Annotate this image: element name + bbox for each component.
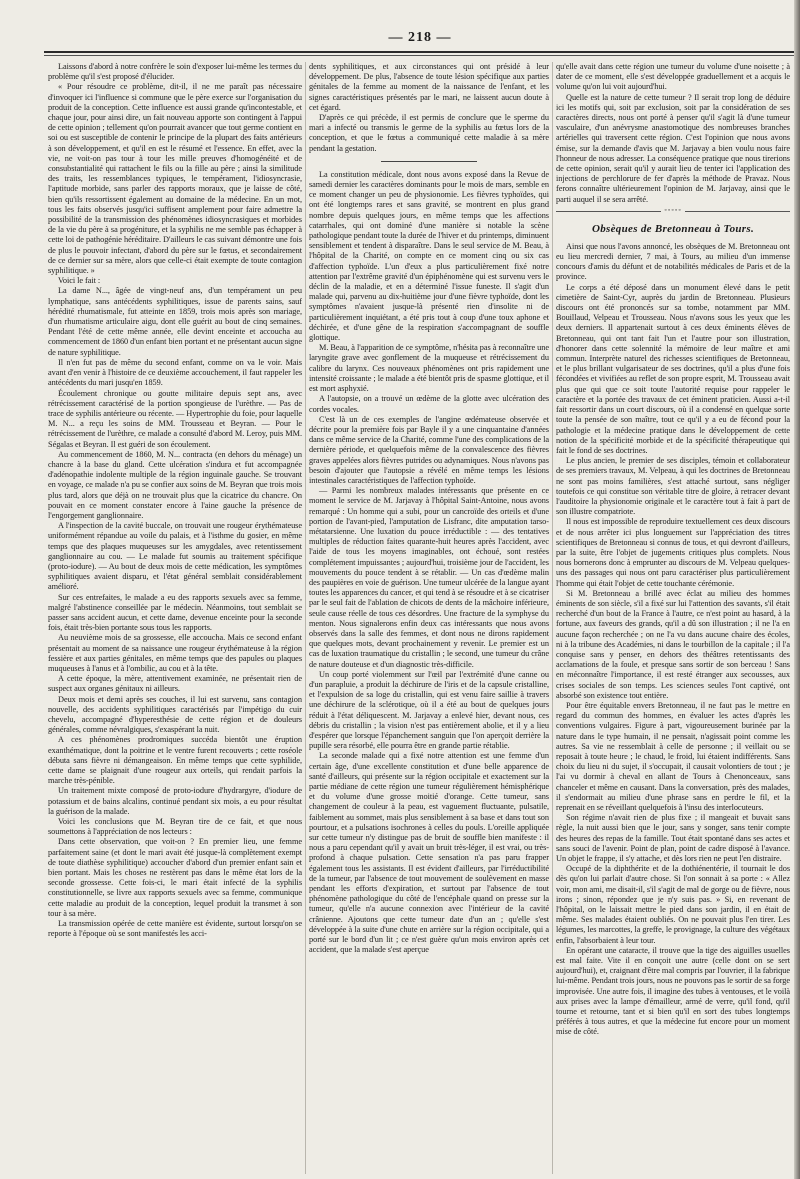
paragraph: Deux mois et demi après ses couches, il lui est survenu, sans contagion nouvelle, des accidents syphilitiques caractérisés par l'impétigo du cuir chevelu, accompagné d'hyperesthésie de cette région et de douleurs générales, comme névralgiques, s'exaspérant la nuit. (48, 694, 302, 735)
paragraph: Laissons d'abord à notre confrère le soin d'exposer lui-même les termes du problème qu'il s'est proposé d'élucider. (48, 62, 302, 82)
paragraph: C'est là un de ces exemples de l'angine œdémateuse observée et décrite pour la première fois par Bayle il y a une cinquantaine d'années dans ce même service de la Charité, comme l'une des complications de la dernière période, et quelquefois même de la convalescence des fièvres graves appelées alors fièvres putrides ou adynamiques. Nous n'avons pas besoin d'ajouter que l'autopsie a révélé en même temps les lésions intestinales caractéristiques de l'affection typhoïde. (309, 414, 549, 485)
paragraph: — Parmi les nombreux malades intéressants que présente en ce moment le service de M. Jarjavay à l'hôpital Saint-Antoine, nous avons remarqué : Un homme qui a subi, pour un cancroïde des orteils et d'une portion de l'avant-pied, l'amputation de Lisfranc, dite amputation tarso-métatarsienne. Une luxation du pouce irréductible : — des tentatives multiples de réduction faites quarante-huit heures après l'accident, avec l'aide de tous les moyens imaginables, ont échoué, sont restées complétement impuissantes ; aujourd'hui, troisième jour de l'accident, les mouvements du pouce tendent à se rétablir. — Un cas d'œdème malin des paupières en voie de guérison. Une tumeur ulcérée de la langue ayant toutes les apparences du cancer, et qui tend à se résoudre et à se cicatriser par le seul fait de l'ablation de chicots de dents de la mâchoire inférieure, seule cause réelle de tous ces désordres. Une fracture de la symphyse du menton. Nous signalerons enfin deux cas intéressants que nous avons observés dans la salle des femmes, et dont nous ne dirons rapidement que quelques mots, devant prochainement y revenir. Le premier est un cas de luxation traumatique du cristallin ; le second, une tumeur du crâne de nature douteuse et d'un diagnostic très-difficile. (309, 486, 549, 669)
paragraph: Occupé de la diphthérite et de la dothiénentérie, il tournait le dos dès qu'on lui parlait d'autre chose. Si l'on sonnait à sa porte : « Allez voir, mon ami, me disait-il, s'il s'agit de mal de gorge ou de fièvre, nous irons ; sinon, répondez que je n'y suis pas. » Si, en revenant de l'hôpital, on le laissait mettre le pied dans son jardin, il en était de même. Ses malades étaient oubliés. On ne pouvait plus l'en tirer. Les légumes, les marcottes, la greffe, le provignage, la culture des végétaux enfin, l'absorbaient à leur tour. (556, 864, 790, 945)
column-1 (48, 62, 302, 1174)
paragraph: Voici le fait : (58, 276, 101, 286)
paragraph: La dame N..., âgée de vingt-neuf ans, d'un tempérament un peu lymphatique, sans antécédents syphilitiques, issue de parents sains, sauf hérédité rhumatismale, fut atteinte en 1859, trois mois après son mariage, d'un rhumatisme articulaire aigu, dont elle guérit au bout de cinq semaines. Pendant l'été de cette même année, elle devint enceinte et accoucha au commencement de 1860 d'un enfant bien portant et ne présentant aucun signe de nature syphilitique. (48, 286, 302, 357)
paragraph: Au neuvième mois de sa grossesse, elle accoucha. Mais ce second enfant présentait au moment de sa naissance une rougeur érythémateuse à la région fessière et aux parties génitales, en même temps que des papules ou plaques muqueuses à l'anus et à l'ombilic, au cou et à la tête. (48, 633, 302, 673)
paragraph: Dans cette observation, que voit-on ? En premier lieu, une femme parfaitement saine (et dont le mari avait été jusque-là complètement exempt de toute diathèse syphilitique) accoucher d'abord d'un premier enfant sain et bien portant. Mais les choses ne restèrent pas dans le même état lors de la seconde grossesse. Cette fois-ci, le mari était infecté de la syphilis constitutionnelle, se livre aux rapports sexuels avec sa femme, communique cette maladie au produit de la conception, lequel produit la transmet à son tour à sa mère. (48, 837, 302, 918)
paragraph: En opérant une cataracte, il trouve que la tige des aiguilles usuelles est mal faite. Vite il en conçoit une autre (celle dont on se sert aujourd'hui), et, craignant d'être mal compris par l'ouvrier, il la fabrique lui-même. Pendant trois jours, nous ne pouvons pas le sortir de sa forge improvisée. Une autre fois, il imagine des tubes à ventouses, et le voilà aux prises avec la lampe d'émailleur, armé de verre, qu'il fond, qu'il tourne et retourne, tant et si bien qu'il en sort des tubes longtemps préférés à tous autres, et que la médecine fut encore pour un moment mise de côté. (556, 945, 790, 1037)
paragraph: qu'elle avait dans cette région une tumeur du volume d'une noisette ; à dater de ce moment, elle s'est développée graduellement et a acquis le volume qu'on lui voit aujourd'hui. (556, 62, 790, 92)
column-divider (305, 62, 306, 1174)
paragraph: A ces phénomènes prodromiques succéda bientôt une éruption exanthématique, dont la poitrine et le ventre furent recouverts ; cette roséole débuta sans fièvre ni démangeaison. En même temps que cette syphilide, cette dame se plaignait d'une rougeur aux orteils, qui rendait parfois la marche très-pénible. (48, 735, 302, 786)
paragraph: Il nous est impossible de reproduire textuellement ces deux discours et de nous arrêter ici plus longuement sur l'appréciation des titres scientifiques de Bretonneau si connus de tous, et qui devront d'ailleurs, par la suite, être l'objet de jugements critiques plus complets. Nous nous bornerons donc à emprunter au discours de M. Velpeau quelques-uns des passages qui nous ont paru caractériser plus particulièrement l'homme qui était l'objet de cette touchante cérémonie. (556, 517, 790, 588)
paragraph: Le corps a été déposé dans un monument élevé dans le petit cimetière de Saint-Cyr, auprès du jardin de Bretonneau. Plusieurs discours ont été prononcés sur sa tombe, notamment par MM. Bouillaud, Velpeau et Trousseau. Nous n'avons sous les yeux que les deux derniers. Il appartenait surtout à ces deux éminents élèves de Bretonneau, qui ont tant fait l'un et l'autre pour son illustration, d'honorer dans cette solennité la mémoire de leur maître et ami commun. Interprète naturel des richesses scientifiques de Bretonneau, et le plus brillant vulgarisateur de ses doctrines, qu'il a plus d'une fois fécondées et vivifiées au reflet de son propre esprit, M. Trousseau avait plus que qui que ce soit toute l'autorité requise pour rappeler le caractère et la portée des travaux de cet éminent praticien. Aussi a-t-il fait ressortir dans un court discours, où il a condensé en quelque sorte toute la pensée de son maître, tout ce qu'il y a eu de fécond pour la pathologie et la médecine pratique dans le développement de cette notion de la spécificité morbide et de la spécificité thérapeutique qui fait le fond de ses doctrines. (556, 282, 790, 455)
paragraph: dents syphilitiques, et aux circonstances qui ont présidé à leur développement. De plus, l'absence de toute lésion spécifique aux parties génitales de la femme au moment de la naissance de l'enfant, et les signes caractéristiques présentés par le mari, ne laissent aucun doute à cet égard. (309, 62, 549, 112)
paragraph: « Pour résoudre ce problème, dit-il, il ne me paraît pas nécessaire d'invoquer ici l'influence si commune que le père exerce sur l'organisation du produit de la conception. Cette influence est aussi grande qu'incontestable, et chaque jour, pour ainsi dire, un fait nouveau apporte son contingent à l'appui de cette opinion ; tellement qu'on pourrait avancer que tout germe contient en soi ou est susceptible de contenir le principe de la plupart des faits antérieurs à son développement, et qu'il en est le résumé et l'essence. En effet, avec la vie, ne voit-on pas tour à tour les mille preuves d'homogénéité et de consubstantialité qui rattachent le fils ou la fille au père ; ainsi la similitude des traits, les ressemblances typiques, le tempérament, l'idiosyncrasie, l'aptitude morbide, sans parler des rapports moraux, que je laisse de côté, bien qu'ils ressortissent également au domaine de la médecine. En un mot, tous les faits observés jusqu'ici suffisent amplement pour faire admettre la possibilité de la transmission des phénomènes idiosyncrasiques et morbides de la vie du père à sa progéniture, et la syphilis ne me semble pas échapper à cette loi de pathogénie héréditaire. D'ailleurs le cas suivant démontre une fois de plus le pouvoir infectant, d'abord du père sur le fœtus, et secondairement de ce dernier sur sa mère, alors que celle-ci était exempte de toute contagion syphilitique. » (48, 82, 302, 276)
section-separator (381, 161, 477, 162)
paragraph: Sur ces entrefaites, le malade a eu des rapports sexuels avec sa femme, malgré l'abstinence conseillée par le médecin. Néanmoins, tout semblait se passer sans accident aucun, et cette dame, devenue enceinte pour la seconde fois, était très-bien portante sous tous les rapports. (48, 592, 302, 633)
page-number: — 218 — (388, 30, 452, 45)
paragraph: La seconde malade qui a fixé notre attention est une femme d'un certain âge, d'une excellente constitution et d'une belle apparence de santé d'ailleurs, qui présente sur la région occipitale et exactement sur la partie médiane de cette région une tumeur régulièrement hémisphérique et du volume d'une grosse moitié d'orange. Cette tumeur, sans changement de couleur à la peau, est vaguement fluctuante, pulsatile, faiblement au sommet, mais plus sensiblement à sa base et dans tout son pourtour, et a pulsations isochrones à celles du pouls. L'oreille appliquée sur cette tumeur n'y distingue pas de bruit de souffle bien manifeste : il nous a paru cependant qu'il y avait un bruit très-léger, il est vrai, ou très-profond à chaque pulsation. Cette sensation n'a pas paru frapper également tous les assistants. Il est évident d'ailleurs, par l'irréductibilité de la tumeur, par l'absence de tout mouvement de soulèvement en masse pendant les efforts d'expiration, et surtout par l'absence de tout phénomène pathologique du côté de l'encéphale quand on presse sur la tumeur, qu'elle n'a aucune connexion avec l'intérieur de la cavité crânienne. Ajoutons que cette tumeur date d'un an ; qu'elle s'est développée à la suite d'une chute en arrière sur la région occipitale, qui a porté sur le bord d'un lit ; ce n'est guère qu'un mois environ après cet accident, que la malade s'est aperçue (309, 751, 549, 955)
header-rule-thin (44, 55, 794, 56)
header-rule (44, 51, 794, 53)
ornament-glyphs: ◦◦◦◦◦ (661, 206, 684, 214)
ornament-separator (556, 205, 790, 219)
paragraph: Le plus ancien, le premier de ses disciples, témoin et collaborateur de ses premiers travaux, M. Velpeau, à qui les doctrines de Bretonneau ne sont pas moins familières, s'est attaché surtout, sans négliger toutefois ce qui constitue son véritable titre de gloire, à retracer devant l'auditoire la physionomie originale et le caractère tout à fait à part de son illustre compatriote. (556, 456, 790, 517)
paragraph: A cette époque, la mère, attentivement examinée, ne présentait rien de suspect aux organes génitaux ni ailleurs. (48, 674, 302, 694)
paragraph: Un coup porté violemment sur l'œil par l'extrémité d'une canne ou d'un parapluie, a produit la déchirure de l'iris et de la capsule cristalline, et l'expulsion de sa loge du cristallin, qui est venu faire saillie à travers une déchirure de la sclérotique, où il a été au bout de quelques jours réduit à l'état déliquescent. M. Jarjavay a enlevé hier, devant nous, ces débris du cristallin ; la vision n'est pas entièrement abolie, et il y a lieu d'espérer que lorsque l'épanchement sanguin que l'on aperçoit derrière la pupille sera résorbé, elle pourra être en grande partie rétablie. (309, 669, 549, 751)
paragraph: Son régime n'avait rien de plus fixe ; il mangeait et buvait sans règle, la nuit aussi bien que le jour, sans y songer, sans tenir compte des heures des repas de la famille. Tout était spontané dans ses actes et sans souci de l'avenir. Point de plan, point de cadre disposé à l'avance. Un objet le frappe, il s'y attache, et dès lors rien ne peut l'en distraire. (556, 813, 790, 864)
paragraph: Voici les conclusions que M. Beyran tire de ce fait, et que nous soumettons à l'appréciation de nos lecteurs : (48, 817, 302, 837)
column-3 (556, 62, 790, 1174)
paragraph: Pour être équitable envers Bretonneau, il ne faut pas le mettre en regard du commun des hommes, en évaluer les actes d'après les conventions vulgaires. Figure à part, vigoureusement burinée par la nature dans le type humain, il ne pensait, n'agissait point comme les autres. Sa vie ne ressemblait à celle de personne ; il veillait ou se reposait à toute heure ; le chaud, le froid, lui étaient indifférents. Sans choix du lieu ni du sujet, il s'occupait, il causait volontiers de tout ; je l'ai vu dormir à cheval en allant de Tours à Chenonceaux, sans chanceler et même en causant. Dans la conversation, près des malades, il s'endormait au milieu d'une phrase sans en perdre le fil, et la reprenait en se réveillant quelquefois à l'insu des interlocuteurs. (556, 700, 790, 813)
column-divider (552, 62, 553, 1174)
paragraph: Quelle est la nature de cette tumeur ? Il serait trop long de déduire ici les motifs qui, soit par exclusion, soit par la considération de ses caractères directs, nous ont porté à penser qu'il s'agit là d'une tumeur vasculaire, d'un anévrysme anastomotique des nombreuses branches artérielles qui traversent cette région. C'est l'opinion que nous avons émise, sur la demande d'avis que M. Jarjavay a bien voulu nous faire l'honneur de nous adresser. La conséquence pratique que nous tirerions de cette opinion, serait qu'il y aurait lieu de tenter ici l'application des injections de perchlorure de fer d'après la méthode de Pravaz. Nous ferons connaître ultérieurement l'opinion de M. Jarjavay, ainsi que le parti auquel il se sera arrêté. (556, 92, 790, 204)
paragraph: La constitution médicale, dont nous avons exposé dans la Revue de samedi dernier les caractères dominants pour le mois de mars, semble en ce moment changer un peu de physionomie. Les fièvres typhoïdes, qui ont été longtemps rares et sans gravité, se montrent en plus grand nombre depuis quelques jours, en même temps que les affections catarrhales, qui ont dominé d'une manière si notable la scène pathologique pendant toute la durée de l'hiver et du printemps, diminuent sensiblement et tendent à disparaître. Dans le seul service de M. Beau, à l'hôpital de la Charité, on compte en ce moment cinq ou six cas d'affection typhoïde. L'un d'eux a plus particulièrement fixé notre attention par l'extrême gravité d'un épiphénomène qui est survenu vers le déclin de la maladie, et en a déterminé l'issue funeste. Il s'agit d'un malade qui, parvenu au dix-huitième jour d'une fièvre typhoïde, dont les symptômes n'avaient jusque-là présenté rien d'insolite ni de particulièrement inquiétant, a été pris tout à coup d'une toux aphone et déchirée, et d'une gêne de la respiration s'accompagnant de souffle glottique. (309, 169, 549, 343)
paragraph: D'après ce qui précède, il est permis de conclure que le sperme du mari a infecté ou transmis le germe de la syphilis au fœtus lors de la conception, et que le fœtus a communiqué cette maladie à sa mère pendant la gestation. (309, 113, 549, 153)
paragraph: Il n'en fut pas de même du second enfant, comme on va le voir. Mais avant d'en venir à l'histoire de ce deuxième accouchement, il faut rappeler les antécédents du mari jusqu'en 1859. (48, 357, 302, 388)
paragraph: Ainsi que nous l'avons annoncé, les obsèques de M. Bretonneau ont eu lieu mercredi dernier, 7 mai, à Tours, au milieu d'un immense concours d'amis du défunt et de notabilités médicales de Paris et de la province. (556, 241, 790, 282)
paragraph: Si M. Bretonneau a brillé avec éclat au milieu des hommes éminents de son siècle, s'il a fixé sur lui l'attention des savants, s'il était recherché d'un bout de la France à l'autre, ce n'est point au hasard, à la fortune, aux faveurs des grands, qu'il a dû son illustration ; il ne l'a en aucune façon recherchée ; on ne l'a vu dans aucune chaire des écoles, ni à la tribune des Académies, ni dans le tourbillon de la capitale ; il l'a conquise sans y penser, en dehors des théâtres retentissants des acclamations de la foule, et presque sans sortir de son berceau ! Sans en méconnaître l'importance, il est resté étranger aux secousses, aux crises sociales de son temps. Les sciences seules l'ont captivé, ont absorbé son existence tout entière. (556, 588, 790, 700)
paragraph: M. Beau, à l'apparition de ce symptôme, n'hésita pas à reconnaître une laryngite grave avec gonflement de la muqueuse et rétrécissement du calibre du larynx. Ces nouveaux phénomènes ont pris rapidement une intensité croissante ; le malade a été bientôt pris de spasme glottique, et il est mort asphyxié. (309, 343, 549, 394)
paragraph: Écoulement chronique ou goutte militaire depuis sept ans, avec rétrécissement caractérisé de la portion spongieuse de l'urèthre. — Pas de trace de syphilis antérieure ou récente. — Hypertrophie du foie, pour laquelle M. N... a reçu les soins de MM. Trousseau et Beyran. — Pour le rétrécissement de l'urèthre, ce malade a consulté d'abord M. Leroy, puis MM. Ségalas et Beyran. Il est guéri de son écoulement. (48, 388, 302, 449)
paragraph: A l'autopsie, on a trouvé un œdème de la glotte avec ulcération des cordes vocales. (309, 394, 549, 414)
section-heading: Obsèques de Bretonneau à Tours. (592, 222, 754, 235)
paragraph: Au commencement de 1860, M. N... contracta (en dehors du ménage) un chancre à la base du gland. Cette ulcération s'indura et fut accompagnée d'adénopathie indolente multiple de la région inguinale gauche. Se trouvant en voyage, ce malade n'a pu se confier aux soins de M. Beyran que trois mois plus tard, alors que déjà on ne trouvait plus que la cicatrice du chancre. On pouvait en ce moment constater encore à l'aine gauche la présence de l'engorgement ganglionnaire. (48, 449, 302, 520)
scan-edge (794, 0, 800, 1179)
column-2 (309, 62, 549, 1174)
paragraph: A l'inspection de la cavité buccale, on trouvait une rougeur érythémateuse uniformément répandue au voile du palais, et à l'isthme du gosier, en même temps que des plaques muqueuses sur les amygdales, avec retentissement ganglionnaire au cou. — Le malade fut soumis au traitement spécifique (proto-iodure). — Au bout de deux mois de cette médication, les symptômes syphilitiques avaient disparu, et l'état général semblait considérablement amélioré. (48, 521, 302, 592)
paragraph: Un traitement mixte composé de proto-iodure d'hydrargyre, d'iodure de potassium et de bains alcalins, continué pendant six mois, a eu pour résultat la guérison de la malade. (48, 786, 302, 816)
paragraph: La transmission opérée de cette manière est évidente, surtout lorsqu'on se reporte à l'époque où se sont manifestés les acci- (48, 919, 302, 939)
